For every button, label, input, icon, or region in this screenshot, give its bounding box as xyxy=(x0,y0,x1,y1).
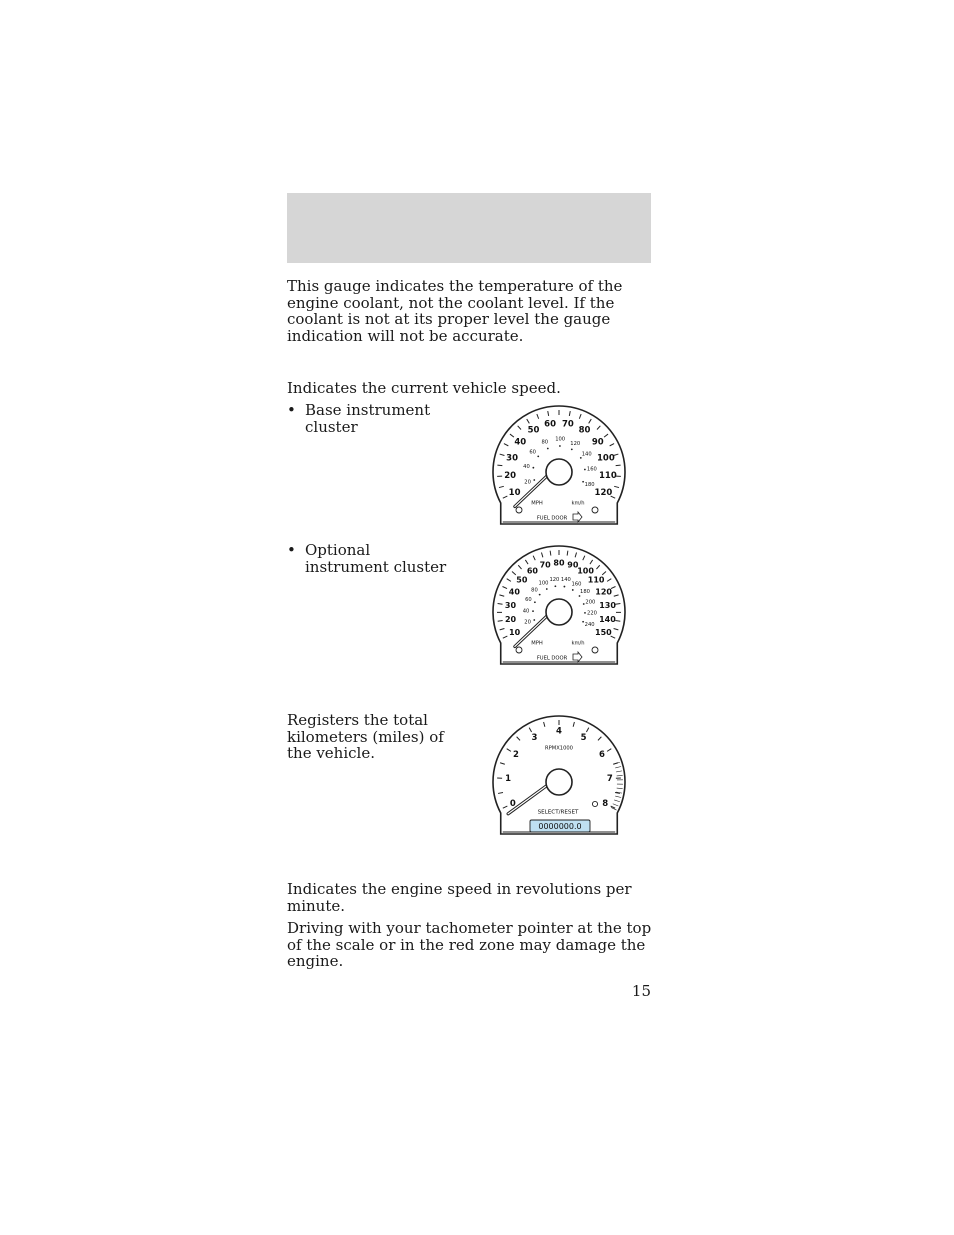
kmh-tick xyxy=(533,479,535,481)
mph-tick xyxy=(550,551,551,556)
kmh-tick xyxy=(572,589,574,591)
mph-tick xyxy=(498,604,503,605)
kmh-tick xyxy=(571,448,573,450)
kmh-label: 20 xyxy=(524,479,531,486)
select-reset-knob-icon xyxy=(592,801,597,806)
kmh-label: 160 xyxy=(571,581,582,588)
tachometer-warning: Driving with your tachometer pointer at the top of the scale or in the red zone may damage the engine. xyxy=(287,919,652,970)
mph-label: 20 xyxy=(504,470,517,481)
rpm-label: 6 xyxy=(599,750,605,761)
kmh-label: 180 xyxy=(584,481,595,488)
kmh-label: 220 xyxy=(587,610,597,617)
mph-label: 40 xyxy=(514,437,527,448)
rpm-label: 4 xyxy=(556,726,562,737)
mph-label: 10 xyxy=(508,488,521,499)
speedometer-intro: Indicates the current vehicle speed. xyxy=(287,379,561,397)
bullet-mark: • xyxy=(287,541,296,559)
rpm-unit-label: RPMX1000 xyxy=(545,745,573,752)
kmh-label: 80 xyxy=(531,587,538,594)
kmh-label: 40 xyxy=(523,464,530,471)
section-header-band xyxy=(287,193,651,263)
kmh-tick xyxy=(532,467,534,469)
mph-label: 30 xyxy=(504,600,517,610)
rpm-label: 2 xyxy=(513,750,519,761)
mph-label: 120 xyxy=(595,587,613,597)
mph-unit-label: MPH xyxy=(531,640,543,647)
tachometer-gauge xyxy=(489,714,629,836)
kmh-tick xyxy=(582,621,584,623)
kmh-tick xyxy=(547,448,549,450)
kmh-label: 160 xyxy=(586,466,597,473)
mph-tick xyxy=(615,604,620,605)
mph-label: 150 xyxy=(595,628,612,638)
kmh-label: 140 xyxy=(560,577,571,584)
kmh-tick xyxy=(583,603,585,605)
rpm-label: 1 xyxy=(505,774,512,785)
mph-tick xyxy=(497,465,502,466)
kmh-tick xyxy=(539,594,541,596)
mph-label: 110 xyxy=(587,575,605,585)
tachometer-description: Indicates the engine speed in revolutions per minute. xyxy=(287,880,632,915)
mph-label: 80 xyxy=(578,425,591,436)
indicator-lamp xyxy=(592,507,598,513)
kmh-label: 140 xyxy=(581,451,592,458)
kmh-tick xyxy=(559,445,561,447)
kmh-label: 200 xyxy=(585,599,596,606)
rpm-label: 0 xyxy=(509,799,516,810)
kmh-label: 100 xyxy=(538,580,549,587)
mph-tick xyxy=(616,465,621,466)
kmh-tick xyxy=(534,601,536,603)
mph-label: 110 xyxy=(599,470,617,481)
rpm-label: 8 xyxy=(602,799,609,810)
mph-label: 100 xyxy=(597,453,615,464)
kmh-tick xyxy=(584,469,586,471)
kmh-label: 80 xyxy=(541,439,549,446)
mph-label: 130 xyxy=(599,600,616,610)
kmh-tick xyxy=(584,612,586,614)
mph-label: 70 xyxy=(539,560,551,570)
mph-label: 60 xyxy=(544,419,557,430)
base-speedometer-gauge xyxy=(489,404,629,526)
kmh-tick xyxy=(533,619,535,621)
select-reset-label: SELECT/RESET xyxy=(537,809,579,816)
mph-label: 80 xyxy=(553,558,565,568)
kmh-tick xyxy=(564,586,566,588)
kmh-label: 120 xyxy=(570,440,581,447)
page-number: 15 xyxy=(631,982,651,1000)
mph-label: 100 xyxy=(577,566,594,576)
kmh-label: 60 xyxy=(529,449,536,456)
needle-hub xyxy=(546,769,572,795)
odometer-reading: 0000000.0 xyxy=(538,822,582,831)
mph-label: 50 xyxy=(527,425,540,436)
mph-label: 120 xyxy=(594,488,613,499)
kmh-tick xyxy=(580,457,582,459)
kmh-tick xyxy=(582,481,584,483)
kmh-tick xyxy=(554,585,556,587)
kmh-tick xyxy=(537,455,539,457)
fuel-door-label: FUEL DOOR xyxy=(536,515,568,522)
optional-speedometer-gauge xyxy=(489,544,629,666)
mph-label: 70 xyxy=(561,419,574,430)
rpm-label: 7 xyxy=(606,774,613,785)
needle-hub xyxy=(546,599,572,625)
mph-label: 10 xyxy=(509,628,521,638)
fuel-door-label: FUEL DOOR xyxy=(536,655,568,662)
kmh-unit-label: km/h xyxy=(571,500,585,507)
indicator-lamp xyxy=(516,647,522,653)
coolant-description: This gauge indicates the temperature of the engine coolant, not the coolant level. If the coolant is not at its proper level the gauge indication will not be accurate. xyxy=(287,277,623,345)
mph-label: 20 xyxy=(504,614,517,624)
needle-hub xyxy=(546,459,572,485)
mph-label: 140 xyxy=(599,614,616,624)
kmh-label: 180 xyxy=(580,589,590,596)
mph-tick xyxy=(567,551,568,556)
mph-label: 40 xyxy=(508,587,520,597)
rpm-label: 5 xyxy=(580,732,587,743)
kmh-tick xyxy=(546,588,548,590)
kmh-label: 240 xyxy=(584,621,595,628)
mph-label: 90 xyxy=(567,560,579,570)
kmh-label: 120 xyxy=(549,576,560,583)
kmh-label: 40 xyxy=(522,608,530,615)
indicator-lamp xyxy=(592,647,598,653)
mph-label: 50 xyxy=(516,575,528,585)
kmh-label: 20 xyxy=(524,619,531,626)
mph-label: 30 xyxy=(506,453,519,464)
base-cluster-label: Base instrument cluster xyxy=(305,401,431,436)
kmh-tick xyxy=(579,595,581,597)
mph-unit-label: MPH xyxy=(531,500,543,507)
kmh-tick xyxy=(532,610,534,612)
indicator-lamp xyxy=(516,507,522,513)
mph-label: 90 xyxy=(591,437,604,448)
kmh-unit-label: km/h xyxy=(571,640,585,647)
mph-label: 60 xyxy=(526,566,538,576)
optional-cluster-label: Optional instrument cluster xyxy=(305,541,447,576)
kmh-label: 60 xyxy=(525,597,532,604)
bullet-mark: • xyxy=(287,401,296,419)
kmh-label: 100 xyxy=(555,436,566,443)
odometer-description: Registers the total kilometers (miles) of the vehicle. xyxy=(287,711,444,762)
rpm-label: 3 xyxy=(531,732,538,743)
